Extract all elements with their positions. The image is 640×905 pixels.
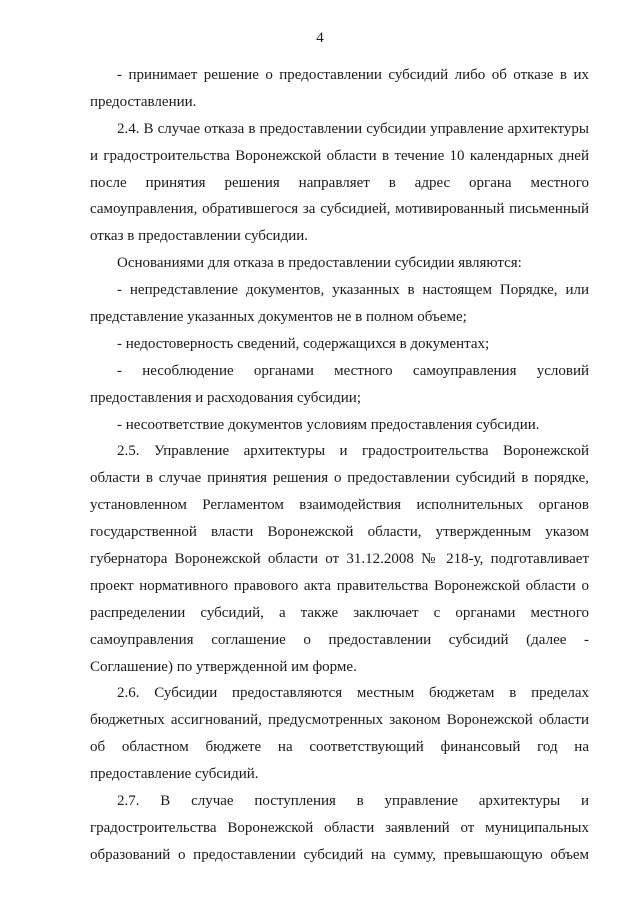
page-number: 4 bbox=[316, 30, 324, 46]
text-line: образований о предоставлении субсидий на сумму, превышающую объем bbox=[90, 846, 589, 863]
text-line: - непредставление документов, указанных в настоящем Порядке, или bbox=[117, 282, 589, 299]
text-line: - принимает решение о предоставлении субсидий либо об отказе в их bbox=[117, 67, 589, 83]
text-line: самоуправления, обратившегося за субсидией, мотивированный письменный bbox=[90, 201, 589, 218]
text-line: отказ в предоставлении субсидии. bbox=[90, 228, 309, 245]
text-line: - несоответствие документов условиям предоставления субсидии. bbox=[117, 416, 540, 433]
text-line: об областном бюджете на соответствующий финансовый год на bbox=[90, 739, 589, 756]
text-line: губернатора Воронежской области от 31.12.2008 № 218-у, подготавливает bbox=[90, 551, 589, 568]
text-line: градостроительства Воронежской области заявлений от муниципальных bbox=[90, 819, 589, 836]
text-line: установленном Регламентом взаимодействия исполнительных органов bbox=[90, 497, 589, 514]
text-line: Соглашение) по утвержденной им форме. bbox=[90, 658, 357, 675]
text-line: 2.5. Управление архитектуры и градостроительства Воронежской bbox=[117, 443, 589, 460]
text-line: после принятия решения направляет в адрес органа местного bbox=[90, 174, 589, 191]
text-line: предоставлении. bbox=[90, 93, 197, 110]
text-line: - недостоверность сведений, содержащихся в документах; bbox=[117, 335, 490, 352]
text-line: 2.6. Субсидии предоставляются местным бюджетам в пределах bbox=[117, 685, 589, 702]
text-line: самоуправления соглашение о предоставлении субсидий (далее - bbox=[90, 631, 589, 648]
text-line: государственной власти Воронежской области, утвержденным указом bbox=[90, 524, 589, 541]
text-line: предоставления и расходования субсидии; bbox=[90, 389, 361, 406]
text-line: 2.7. В случае поступления в управление архитектуры и bbox=[117, 793, 589, 810]
text-line: области в случае принятия решения о предоставлении субсидий в порядке, bbox=[90, 470, 589, 487]
text-line: - несоблюдение органами местного самоуправления условий bbox=[117, 362, 589, 379]
text-line: предоставление субсидий. bbox=[90, 766, 259, 783]
text-line: бюджетных ассигнований, предусмотренных законом Воронежской области bbox=[90, 712, 589, 729]
document-body bbox=[90, 62, 589, 869]
text-line: и градостроительства Воронежской области в течение 10 календарных дней bbox=[90, 147, 589, 164]
text-line: проект нормативного правового акта правительства Воронежской области о bbox=[90, 577, 589, 594]
text-line: Основаниями для отказа в предоставлении субсидии являются: bbox=[117, 255, 522, 272]
text-line: представление указанных документов не в полном объеме; bbox=[90, 309, 467, 326]
text-line: 2.4. В случае отказа в предоставлении субсидии управление архитектуры bbox=[117, 120, 589, 137]
text-line: распределении субсидий, а также заключает с органами местного bbox=[90, 604, 589, 621]
